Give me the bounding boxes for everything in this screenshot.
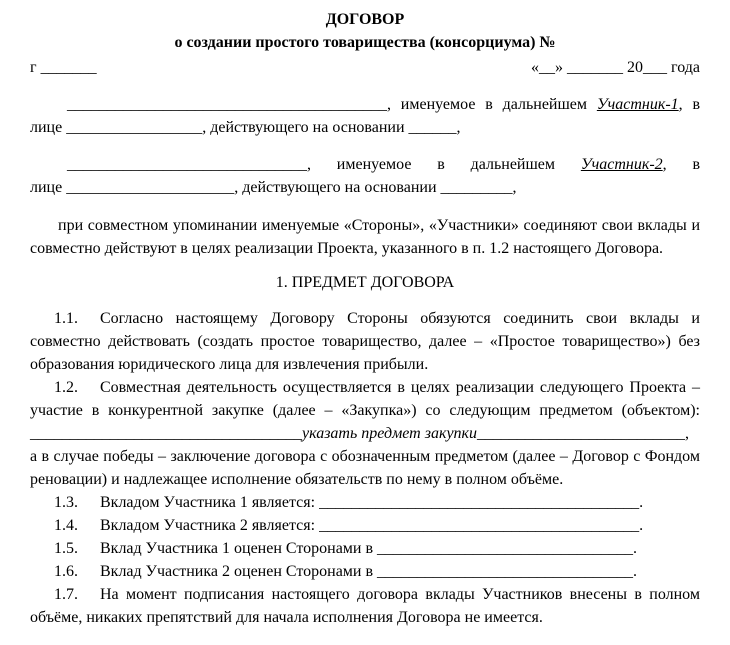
party1-end-comma: , <box>456 119 461 136</box>
subject-blank-right: __________________________ <box>477 425 686 442</box>
clause-1-4-blank: ________________________________________ <box>319 517 640 534</box>
clause-1-6-label: Вклад Участника 2 оценен Сторонами в <box>100 563 378 580</box>
subject-hint-text: указать предмет закупки <box>302 425 478 442</box>
party1-named-text: , именуемое в дальнейшем <box>387 96 597 113</box>
document-title: ДОГОВОР <box>325 11 405 28</box>
party1-paragraph <box>30 93 700 139</box>
city-date-row <box>30 56 700 79</box>
clause-1-3-label: Вкладом Участника 1 является: <box>100 494 320 511</box>
clause-1-5 <box>30 537 700 560</box>
party2-person-blank: лице _____________________ <box>30 179 235 196</box>
clause-1-4-period: . <box>639 517 644 534</box>
party1-basis-blank: ______ <box>408 119 457 136</box>
section1-heading: 1. ПРЕДМЕТ ДОГОВОРА <box>275 274 455 291</box>
party2-name-blank: ______________________________ <box>67 156 307 173</box>
party2-designation: Участник-2 <box>580 156 663 173</box>
clause-1-2-text: Совместная деятельность осуществляется в целях реализации следующего Проекта – участие в конкурентной закупке (далее – «Закупка») со следующим предметом (объектом): <box>30 379 700 419</box>
party2-basis-text: , действующего на основании <box>234 179 441 196</box>
clause-1-5-period: . <box>633 540 638 557</box>
document-subtitle: о создании простого товарищества (консорциума) № <box>174 34 556 51</box>
clause-1-1-number: 1.1. <box>54 310 78 327</box>
clause-1-5-blank: ________________________________ <box>377 540 634 557</box>
clause-1-3-period: . <box>639 494 644 511</box>
clause-1-4-label: Вкладом Участника 2 является: <box>100 517 320 534</box>
clause-1-2-number: 1.2. <box>54 379 78 396</box>
party1-designation: Участник-1 <box>596 96 679 113</box>
party2-basis-blank: _________ <box>440 179 513 196</box>
clause-1-3-blank: ________________________________________ <box>319 494 640 511</box>
city-blank: г _______ <box>30 59 97 76</box>
clause-1-1-text: Согласно настоящему Договору Стороны обязуются соединить свои вклады и совместно действовать (создать простое товарищество, далее – «Простое товарищество») без образования юридического лица для извлечения прибыли. <box>30 310 700 373</box>
clause-1-1 <box>30 307 700 376</box>
clause-1-7-number: 1.7. <box>54 586 78 603</box>
clause-1-7 <box>30 583 700 629</box>
party2-in-text: , в <box>662 156 701 173</box>
party2-paragraph <box>30 153 700 199</box>
clause-1-7-text: На момент подписания настоящего договора вклады Участников внесены в полном объёме, никаких препятствий для начала исполнения Договора не имеется. <box>30 586 700 626</box>
party1-in-text: , в <box>678 96 701 113</box>
subject-blank-left: __________________________________ <box>30 425 302 442</box>
clause-1-6-number: 1.6. <box>54 563 78 580</box>
subject-line-comma: , <box>685 425 690 442</box>
party1-basis-text: , действующего на основании <box>202 119 409 136</box>
party2-end-comma: , <box>512 179 517 196</box>
party2-named-text: , именуемое в дальнейшем <box>307 156 581 173</box>
preamble-paragraph: при совместном упоминании именуемые «Стороны», «Участники» соединяют свои вклады и совместно действуют в целях реализации Проекта, указанного в п. 1.2 настоящего Договора. <box>30 217 700 257</box>
clause-1-5-label: Вклад Участника 1 оценен Сторонами в <box>100 540 378 557</box>
date-blank: «__» _______ 20___ года <box>531 59 700 76</box>
party1-name-blank: ________________________________________ <box>67 96 387 113</box>
party1-person-blank: лице _________________ <box>30 119 203 136</box>
clause-1-4-number: 1.4. <box>54 517 78 534</box>
clause-1-2-part2: а в случае победы – заключение договора с обозначенным предметом (далее – Договор с Фондом реновации) и надлежащее исполнение обязательств по нему в полном объёме. <box>30 448 700 488</box>
clause-1-4 <box>30 514 700 537</box>
clause-1-2-subject-blank-line <box>30 422 700 445</box>
clause-1-6-blank: ________________________________ <box>377 563 634 580</box>
clause-1-6-period: . <box>633 563 638 580</box>
clause-1-2-part1 <box>30 376 700 422</box>
clause-1-3 <box>30 491 700 514</box>
clause-1-6 <box>30 560 700 583</box>
clause-1-5-number: 1.5. <box>54 540 78 557</box>
clause-1-3-number: 1.3. <box>54 494 78 511</box>
